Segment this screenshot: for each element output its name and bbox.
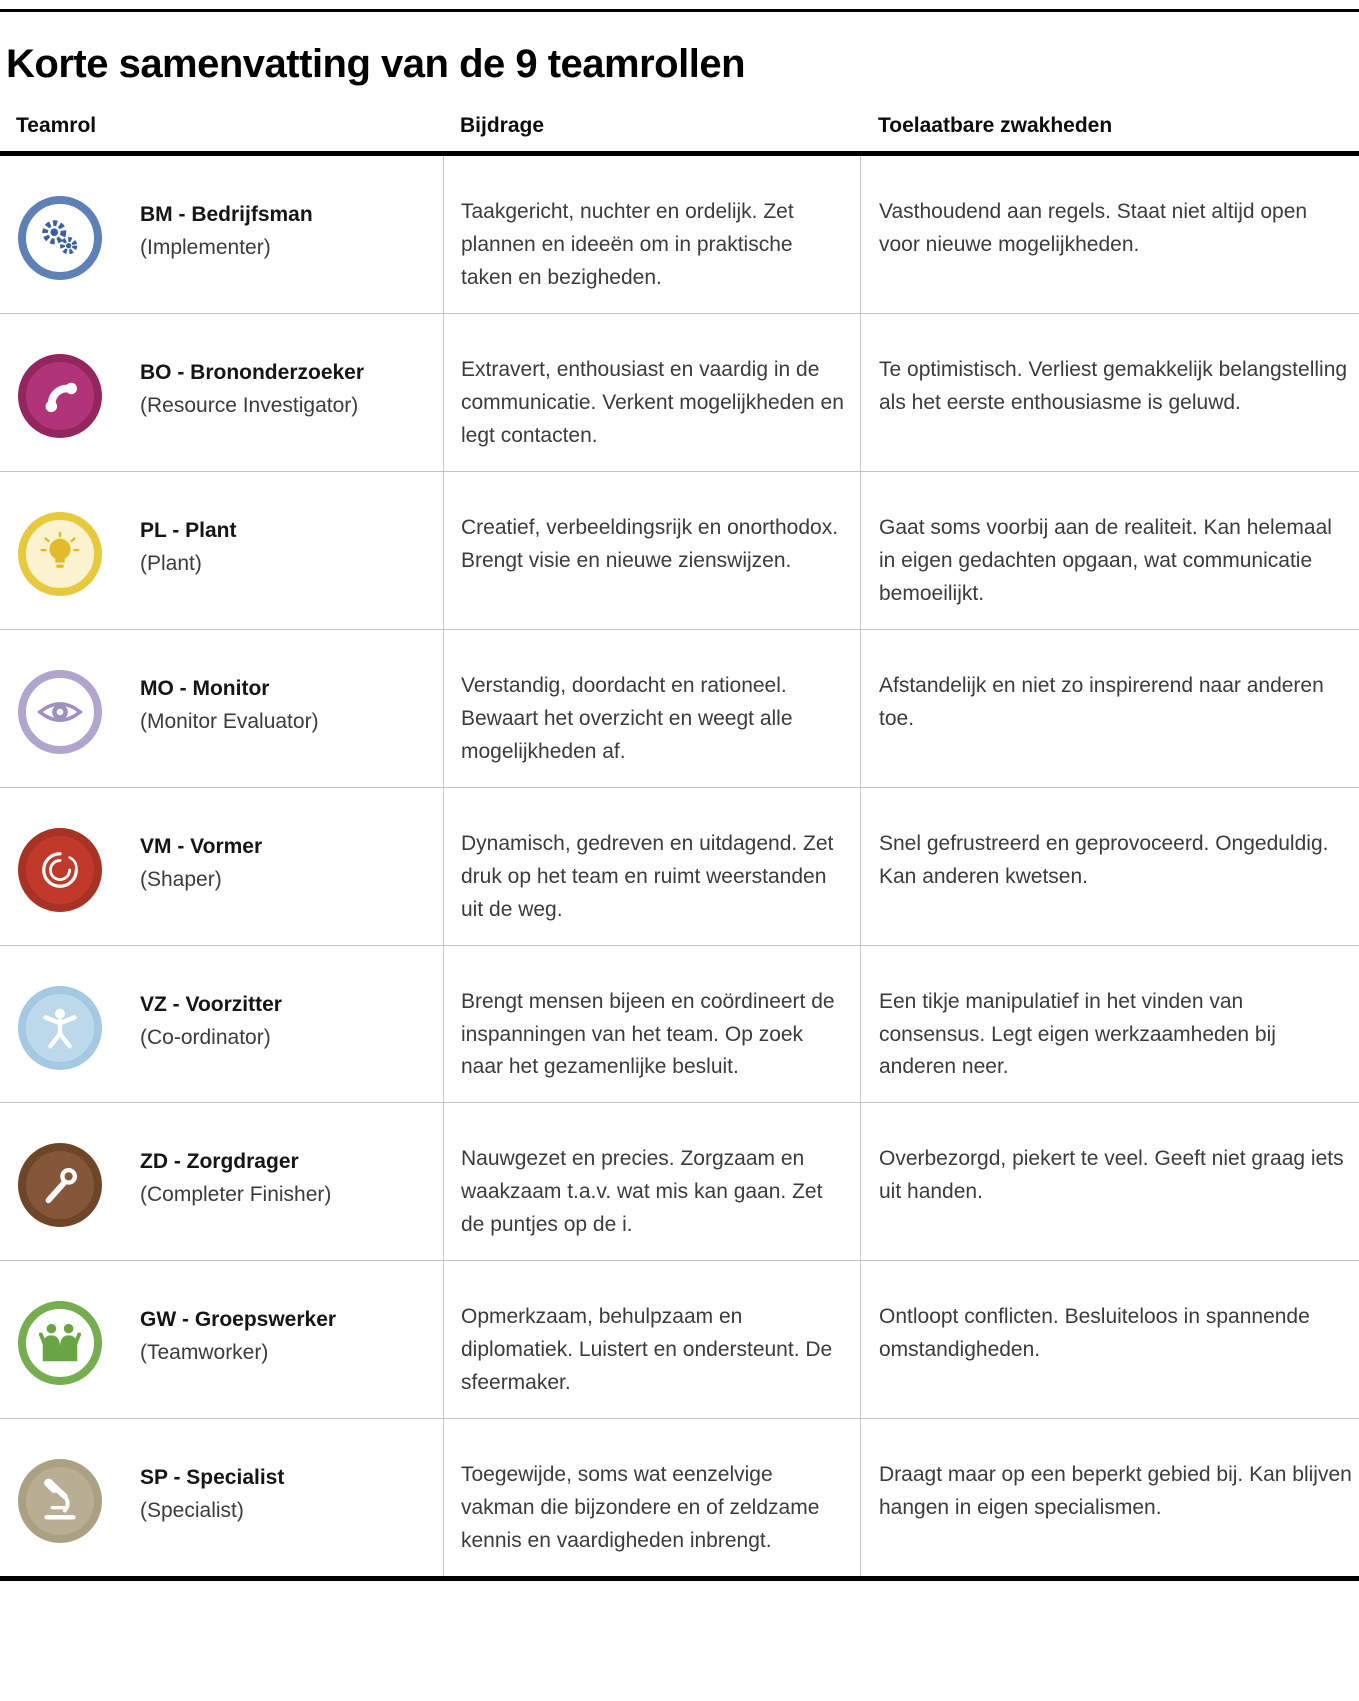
role-names [140, 986, 282, 1087]
role-english-name: (Implementer) [140, 235, 271, 259]
table-body [0, 156, 1359, 1581]
role-english-name: (Specialist) [140, 1499, 244, 1523]
role-badge [18, 1459, 102, 1543]
role-badge [18, 670, 102, 754]
role-names [140, 354, 364, 455]
page-title: Korte samenvatting van de 9 teamrollen [6, 42, 746, 86]
table-header [0, 114, 1359, 156]
role-english-name: (Co-ordinator) [140, 1025, 271, 1049]
role-names [140, 828, 262, 929]
role-name: BO - Brononderzoeker [140, 360, 365, 384]
wrench-icon [37, 1162, 83, 1208]
header-bijdrage: Bijdrage [460, 114, 545, 137]
role-name: PL - Plant [140, 518, 237, 542]
role-english-name: (Plant) [140, 551, 202, 575]
teamrol-cell [0, 1419, 443, 1576]
teamrol-cell [0, 630, 443, 787]
role-badge [18, 354, 102, 438]
weaknesses-text: Te optimistisch. Verliest gemakkelijk belangstelling als het eerste enthousiasme is geluwd. [860, 314, 1359, 471]
role-badge [18, 512, 102, 596]
table-row [0, 946, 1359, 1104]
role-name: ZD - Zorgdrager [140, 1150, 299, 1174]
role-names [140, 1459, 284, 1560]
contribution-text: Creatief, verbeeldingsrijk en onorthodox. Brengt visie en nieuwe zienswijzen. [443, 472, 860, 629]
role-names [140, 512, 236, 613]
role-badge [18, 1143, 102, 1227]
weaknesses-text: Overbezorgd, piekert te veel. Geeft niet graag iets uit handen. [860, 1103, 1359, 1260]
header-teamrol: Teamrol [16, 114, 97, 137]
person-icon [37, 1005, 83, 1051]
contribution-text: Dynamisch, gedreven en uitdagend. Zet druk op het team en ruimt weerstanden uit de weg. [443, 788, 860, 945]
contribution-text: Opmerkzaam, behulpzaam en diplomatiek. Luistert en ondersteunt. De sfeermaker. [443, 1261, 860, 1418]
role-name: GW - Groepswerker [140, 1308, 337, 1332]
contribution-text: Taakgericht, nuchter en ordelijk. Zet plannen en ideeën om in praktische taken en bezigheden. [443, 156, 860, 313]
whip-icon [37, 847, 83, 893]
microscope-icon [37, 1478, 83, 1524]
table-row [0, 156, 1359, 314]
teamwork-icon [37, 1320, 83, 1366]
contribution-text: Brengt mensen bijeen en coördineert de inspanningen van het team. Op zoek naar het gezamenlijke besluit. [443, 946, 860, 1103]
role-names [140, 196, 313, 297]
contribution-text: Nauwgezet en precies. Zorgzaam en waakzaam t.a.v. wat mis kan gaan. Zet de puntjes op de i. [443, 1103, 860, 1260]
teamrol-cell [0, 472, 443, 629]
role-badge [18, 986, 102, 1070]
role-names [140, 670, 319, 771]
top-divider [0, 9, 1359, 12]
role-name: VZ - Voorzitter [140, 992, 282, 1016]
eye-icon [37, 689, 83, 735]
teamrol-cell [0, 156, 443, 313]
teamrol-cell [0, 314, 443, 471]
weaknesses-text: Snel gefrustreerd en geprovoceerd. Ongeduldig. Kan anderen kwetsen. [860, 788, 1359, 945]
table-row [0, 1419, 1359, 1576]
weaknesses-text: Gaat soms voorbij aan de realiteit. Kan helemaal in eigen gedachten opgaan, wat communicatie bemoeilijkt. [860, 472, 1359, 629]
gears-icon [37, 215, 83, 261]
table-row [0, 472, 1359, 630]
teamrol-cell [0, 1103, 443, 1260]
table-row [0, 630, 1359, 788]
role-name: VM - Vormer [140, 834, 263, 858]
role-english-name: (Completer Finisher) [140, 1183, 332, 1207]
weaknesses-text: Een tikje manipulatief in het vinden van consensus. Legt eigen werkzaamheden bij anderen neer. [860, 946, 1359, 1103]
weaknesses-text: Afstandelijk en niet zo inspirerend naar anderen toe. [860, 630, 1359, 787]
header-zwakheden: Toelaatbare zwakheden [878, 114, 1113, 137]
role-names [140, 1143, 331, 1244]
lightbulb-icon [37, 531, 83, 577]
table-row [0, 788, 1359, 946]
role-badge [18, 196, 102, 280]
contribution-text: Toegewijde, soms wat eenzelvige vakman die bijzondere en of zeldzame kennis en vaardigheden inbrengt. [443, 1419, 860, 1576]
phone-icon [37, 373, 83, 419]
contribution-text: Extravert, enthousiast en vaardig in de communicatie. Verkent mogelijkheden en legt contacten. [443, 314, 860, 471]
table-row [0, 1103, 1359, 1261]
table-row [0, 314, 1359, 472]
role-badge [18, 828, 102, 912]
weaknesses-text: Vasthoudend aan regels. Staat niet altijd open voor nieuwe mogelijkheden. [860, 156, 1359, 313]
teamrol-cell [0, 1261, 443, 1418]
role-name: SP - Specialist [140, 1466, 285, 1490]
weaknesses-text: Ontloopt conflicten. Besluiteloos in spannende omstandigheden. [860, 1261, 1359, 1418]
teamrol-cell [0, 946, 443, 1103]
role-badge [18, 1301, 102, 1385]
role-name: MO - Monitor [140, 676, 270, 700]
role-english-name: (Teamworker) [140, 1341, 269, 1365]
role-names [140, 1301, 336, 1402]
table-row [0, 1261, 1359, 1419]
weaknesses-text: Draagt maar op een beperkt gebied bij. Kan blijven hangen in eigen specialismen. [860, 1419, 1359, 1576]
role-english-name: (Shaper) [140, 867, 222, 891]
contribution-text: Verstandig, doordacht en rationeel. Bewaart het overzicht en weegt alle mogelijkheden af. [443, 630, 860, 787]
teamrol-cell [0, 788, 443, 945]
role-english-name: (Monitor Evaluator) [140, 709, 319, 733]
role-name: BM - Bedrijfsman [140, 203, 313, 226]
role-english-name: (Resource Investigator) [140, 393, 359, 417]
